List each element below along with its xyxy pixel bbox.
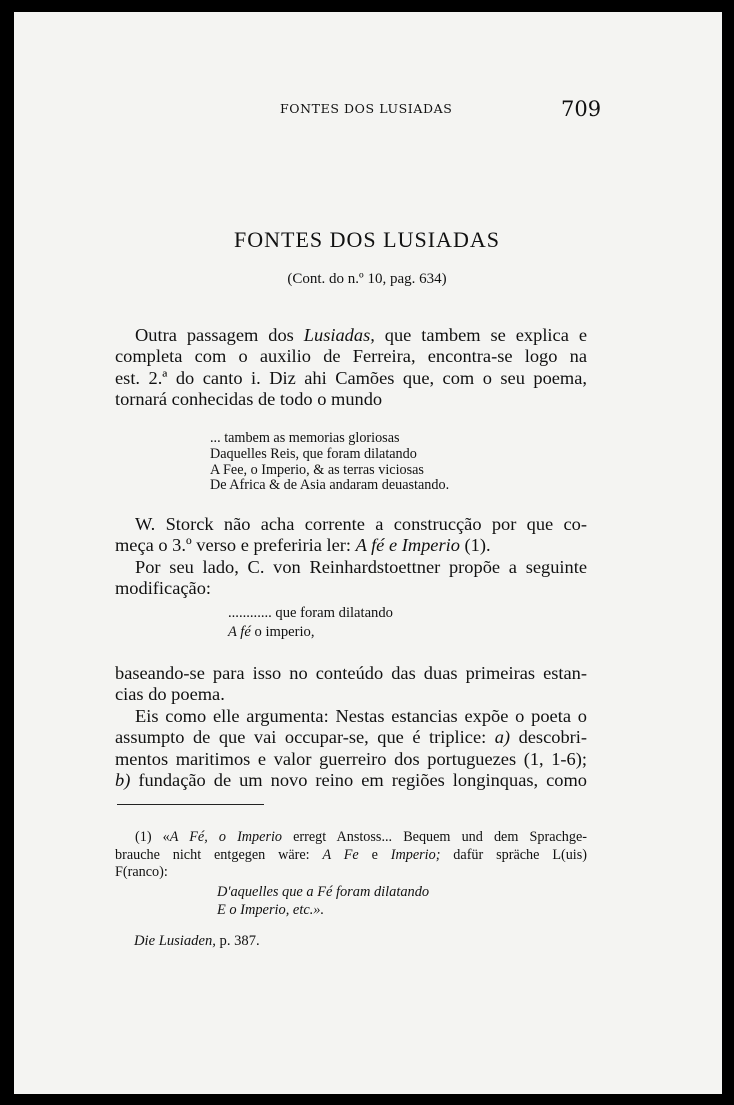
paragraph-line: modificação:	[115, 578, 211, 599]
verse-quote-2	[228, 604, 393, 642]
article-subtitle: (Cont. do n.º 10, pag. 634)	[287, 271, 447, 287]
paragraph-4	[115, 663, 587, 706]
footnote-verse	[217, 884, 429, 919]
paragraph-line: est. 2.ª do canto i. Diz ahi Camões que, com o seu poema,	[115, 367, 587, 388]
verse-line: D'aquelles que a Fé foram dilatando	[217, 884, 430, 900]
footnote-line: brauche nicht entgegen wäre: A Fe e Imperio; dafür spräche L(uis)	[115, 846, 587, 863]
paragraph-5	[115, 706, 587, 791]
page-number: 709	[561, 97, 602, 121]
footnote	[115, 829, 587, 882]
paragraph-line: completa com o auxilio de Ferreira, encontra-se logo na	[115, 346, 587, 367]
footnote-line: (1) «A Fé, o Imperio erregt Anstoss... Bequem und dem Sprachge-	[135, 829, 588, 845]
paragraph-1	[115, 325, 587, 410]
verse-line: Daquelles Reis, que foram dilatando	[210, 445, 417, 462]
paragraph-line: mentos maritimos e valor guerreiro dos portuguezes (1, 1-6);	[115, 748, 587, 769]
paragraph-3	[115, 557, 587, 600]
paragraph-line: baseando-se para isso no conteúdo das duas primeiras estan-	[115, 663, 587, 683]
paragraph-line: assumpto de que vai occupar-se, que é triplice: a) descobri-	[115, 727, 587, 748]
running-title: FONTES DOS LUSIADAS	[280, 101, 453, 116]
paragraph-line: b) fundação de um novo reino em regiões longinquas, como	[115, 769, 587, 790]
paragraph-line: Eis como elle argumenta: Nestas estancias expõe o poeta o	[135, 706, 587, 726]
verse-line: ............ que foram dilatando	[228, 605, 393, 621]
verse-quote-1	[210, 431, 449, 494]
verse-line: E o Imperio, etc.».	[217, 901, 325, 918]
paragraph-line: Por seu lado, C. von Reinhardstoettner propõe a seguinte	[135, 557, 587, 577]
footnote-line: F(ranco):	[115, 864, 168, 881]
verse-line: A fé o imperio,	[228, 624, 315, 640]
paragraph-line: cias do poema.	[115, 684, 225, 705]
footnote-source: Die Lusiaden, p. 387.	[134, 933, 260, 949]
paragraph-line: Outra passagem dos Lusiadas, que tambem se explica e	[135, 325, 587, 345]
verse-line: De Africa & de Asia andaram deuastando.	[210, 477, 450, 494]
paragraph-line: W. Storck não acha corrente a construcção por que co-	[135, 514, 587, 534]
paragraph-line: meça o 3.º verso e preferiria ler: A fé e Imperio (1).	[115, 535, 491, 556]
verse-line: A Fee, o Imperio, & as terras viciosas	[210, 461, 424, 478]
paragraph-2	[115, 514, 587, 557]
paragraph-line: tornará conhecidas de todo o mundo	[115, 388, 383, 409]
footnote-divider	[117, 804, 264, 805]
article-title: FONTES DOS LUSIADAS	[234, 227, 500, 252]
verse-line: ... tambem as memorias gloriosas	[210, 430, 400, 446]
